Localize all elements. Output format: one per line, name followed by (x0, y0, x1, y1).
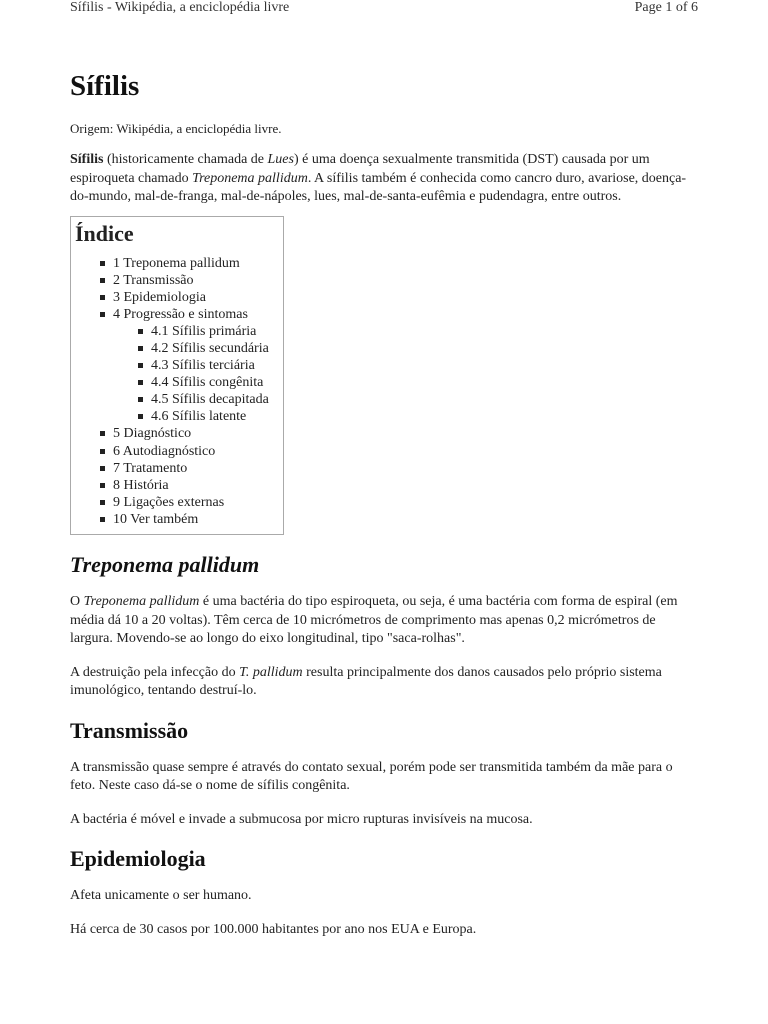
treponema-paragraph-2 (70, 664, 700, 701)
table-of-contents (70, 216, 284, 536)
treponema-p1-text-1: O (70, 594, 84, 609)
toc-item[interactable] (75, 272, 283, 289)
transmissao-paragraph-1: A transmissão quase sempre é através do contato sexual, porém pode ser transmitida também da mãe para o feto. Neste caso dá-se o nome de sífilis congênita. (70, 759, 673, 793)
toc-item-label[interactable]: 8 História (113, 477, 169, 493)
bullet-icon (100, 431, 105, 436)
treponema-p1-text-2: é uma bactéria do tipo espiroqueta, ou seja, é uma bactéria com forma de espiral (em média dá 10 a 20 voltas). Têm cerca de 10 micrómetros de comprimento mas apenas 0,2 micrómetros de largura. Movendo-se ao longo do eixo longitudinal, tipo "saca-rolhas". (70, 594, 678, 646)
bullet-icon (100, 517, 105, 522)
intro-text-1: (historicamente chamada de (103, 152, 268, 167)
toc-item[interactable] (75, 511, 283, 528)
toc-item-label[interactable]: 4.2 Sífilis secundária (151, 340, 269, 356)
toc-item[interactable] (75, 306, 283, 323)
toc-item[interactable] (75, 443, 283, 460)
bullet-icon (100, 312, 105, 317)
bullet-icon (138, 414, 143, 419)
intro-text-2: ) é uma doença sexualmente transmitida (DST) causada por um espiroqueta chamado (70, 152, 650, 186)
toc-subitem[interactable] (75, 357, 283, 374)
toc-list (75, 255, 283, 529)
page-title: Sífilis (70, 70, 140, 102)
print-header-title: Sífilis - Wikipédia, a enciclopédia livre (70, 0, 290, 15)
treponema-p2-text-1: A destruição pela infecção do (70, 664, 240, 680)
toc-subitem[interactable] (75, 340, 283, 357)
bullet-icon (138, 397, 143, 402)
bullet-icon (100, 483, 105, 488)
toc-item-label[interactable]: 10 Ver também (113, 511, 199, 527)
print-header (70, 0, 698, 20)
toc-item-label[interactable]: 7 Tratamento (113, 460, 188, 476)
toc-subitem[interactable] (75, 374, 283, 391)
treponema-p1-italic: Treponema pallidum (83, 594, 200, 609)
section-heading-treponema: Treponema pallidum (70, 552, 260, 577)
bullet-icon (100, 500, 105, 505)
toc-item-label[interactable]: 9 Ligações externas (113, 494, 225, 510)
toc-item[interactable] (75, 289, 283, 306)
treponema-paragraph-1 (70, 593, 700, 649)
toc-subitem[interactable] (75, 408, 283, 425)
section-heading-transmissao: Transmissão (70, 717, 189, 743)
article-content (70, 66, 700, 939)
toc-item[interactable] (75, 494, 283, 511)
epidemiologia-paragraph-1: Afeta unicamente o ser humano. (70, 888, 252, 903)
origin-note: Origem: Wikipédia, a enciclopédia livre. (70, 121, 282, 136)
toc-subitem[interactable] (75, 391, 283, 408)
epidemiologia-paragraph-2: Há cerca de 30 casos por 100.000 habitantes por ano nos EUA e Europa. (70, 921, 477, 937)
toc-item-label[interactable]: 6 Autodiagnóstico (113, 443, 216, 459)
page-number: Page 1 of 6 (634, 0, 698, 15)
toc-item-label[interactable]: 4 Progressão e sintomas (113, 306, 248, 322)
toc-item-label[interactable]: 4.4 Sífilis congênita (151, 375, 264, 391)
toc-item-label[interactable]: 5 Diagnóstico (113, 426, 192, 442)
bullet-icon (100, 466, 105, 471)
intro-italic-lues: Lues (267, 152, 294, 167)
toc-item[interactable] (75, 425, 283, 442)
toc-item-label[interactable]: 4.3 Sífilis terciária (151, 358, 255, 374)
transmissao-paragraph-2: A bactéria é móvel e invade a submucosa por micro rupturas invisíveis na mucosa. (70, 811, 533, 827)
intro-text-3: . A sífilis também é conhecida como cancro duro, avariose, doença-do-mundo, mal-de-franga, mal-de-nápoles, lues, mal-de-santa-eufêmia e pudendagra, entre outros. (70, 170, 687, 204)
treponema-p2-italic: T. pallidum (239, 664, 303, 680)
toc-item-label[interactable]: 3 Epidemiologia (113, 289, 206, 305)
toc-item[interactable] (75, 460, 283, 477)
toc-title: Índice (75, 220, 134, 246)
toc-item[interactable] (75, 255, 283, 272)
intro-paragraph (70, 151, 700, 207)
toc-item-label[interactable]: 4.5 Sífilis decapitada (151, 392, 269, 408)
intro-bold-term: Sífilis (70, 152, 104, 167)
bullet-icon (100, 295, 105, 300)
bullet-icon (138, 380, 143, 385)
bullet-icon (100, 278, 105, 283)
toc-item-label[interactable]: 2 Transmissão (113, 272, 194, 288)
toc-subitem[interactable] (75, 323, 283, 340)
toc-item-label[interactable]: 1 Treponema pallidum (113, 255, 240, 271)
bullet-icon (138, 346, 143, 351)
bullet-icon (138, 329, 143, 334)
bullet-icon (100, 449, 105, 454)
treponema-p2-text-2: resulta principalmente dos danos causados pelo próprio sistema imunológico, tentando destruí-lo. (70, 664, 662, 698)
toc-item-label[interactable]: 4.6 Sífilis latente (151, 409, 247, 425)
toc-item[interactable] (75, 477, 283, 494)
section-heading-epidemiologia: Epidemiologia (70, 846, 206, 871)
toc-item-label[interactable]: 4.1 Sífilis primária (151, 323, 257, 339)
bullet-icon (138, 363, 143, 368)
bullet-icon (100, 261, 105, 266)
intro-italic-treponema: Treponema pallidum (192, 170, 308, 186)
